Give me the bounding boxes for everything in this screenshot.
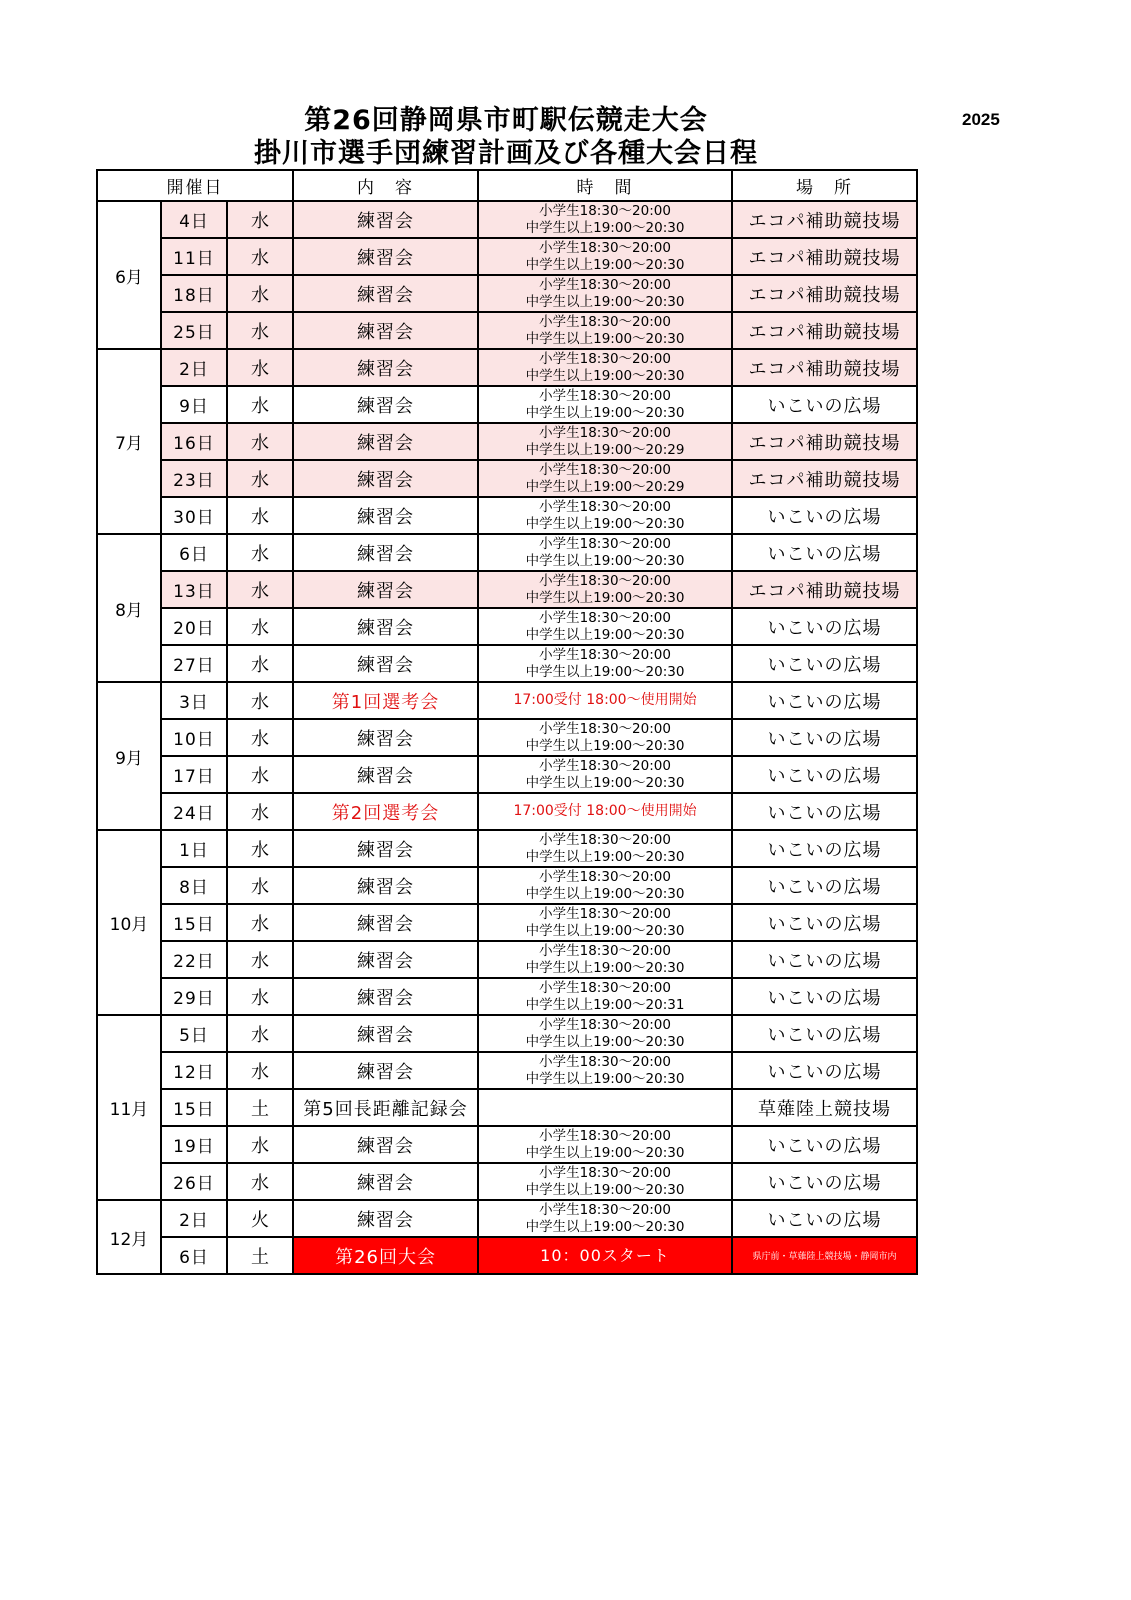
content-cell: 練習会 [293, 312, 478, 349]
weekday-cell: 土 [227, 1237, 293, 1274]
weekday-cell: 水 [227, 978, 293, 1015]
time-cell [478, 904, 732, 941]
content-cell: 練習会 [293, 978, 478, 1015]
time-middle-and-up: 中学生以上19:00～20:30 [525, 774, 685, 791]
header-time: 時 間 [478, 170, 732, 201]
weekday-cell: 水 [227, 386, 293, 423]
table-row [97, 682, 917, 719]
day-cell: 13日 [161, 571, 227, 608]
weekday-cell: 水 [227, 867, 293, 904]
time-middle-and-up: 中学生以上19:00～20:30 [525, 1144, 685, 1161]
time-elementary: 小学生18:30～20:00 [539, 424, 671, 441]
time-elementary: 小学生18:30～20:00 [539, 387, 671, 404]
weekday-cell: 水 [227, 1015, 293, 1052]
day-cell: 6日 [161, 534, 227, 571]
day-cell: 9日 [161, 386, 227, 423]
content-cell: 第2回選考会 [293, 793, 478, 830]
table-row [97, 941, 917, 978]
place-cell: エコパ補助競技場 [732, 423, 917, 460]
weekday-cell: 水 [227, 608, 293, 645]
content-cell: 練習会 [293, 275, 478, 312]
time-middle-and-up: 中学生以上19:00～20:30 [525, 367, 685, 384]
weekday-cell: 水 [227, 904, 293, 941]
place-cell: エコパ補助競技場 [732, 201, 917, 238]
time-cell [478, 682, 732, 719]
content-cell: 練習会 [293, 1015, 478, 1052]
time-middle-and-up: 中学生以上19:00～20:30 [525, 959, 685, 976]
time-cell [478, 1237, 732, 1274]
weekday-cell: 水 [227, 534, 293, 571]
time-elementary: 小学生18:30～20:00 [539, 1053, 671, 1070]
place-cell: いこいの広場 [732, 1163, 917, 1200]
table-row [97, 1237, 917, 1274]
content-cell: 練習会 [293, 1200, 478, 1237]
time-cell [478, 497, 732, 534]
time-middle-and-up: 中学生以上19:00～20:30 [525, 848, 685, 865]
day-cell: 4日 [161, 201, 227, 238]
month-cell: 6月 [97, 201, 161, 349]
content-cell: 練習会 [293, 460, 478, 497]
time-elementary: 小学生18:30～20:00 [539, 239, 671, 256]
table-row [97, 312, 917, 349]
weekday-cell: 水 [227, 201, 293, 238]
place-cell: いこいの広場 [732, 386, 917, 423]
time-cell [478, 1052, 732, 1089]
time-elementary: 小学生18:30～20:00 [539, 868, 671, 885]
weekday-cell: 水 [227, 571, 293, 608]
time-cell [478, 1015, 732, 1052]
place-cell: いこいの広場 [732, 978, 917, 1015]
content-cell: 練習会 [293, 830, 478, 867]
content-cell: 練習会 [293, 1052, 478, 1089]
content-cell: 練習会 [293, 497, 478, 534]
weekday-cell: 水 [227, 941, 293, 978]
day-cell: 18日 [161, 275, 227, 312]
time-middle-and-up: 中学生以上19:00～20:30 [525, 219, 685, 236]
time-cell [478, 1163, 732, 1200]
table-row [97, 793, 917, 830]
time-elementary: 小学生18:30～20:00 [539, 276, 671, 293]
time-cell [478, 201, 732, 238]
place-cell: いこいの広場 [732, 830, 917, 867]
time-middle-and-up: 中学生以上19:00～20:29 [525, 478, 685, 495]
table-row [97, 608, 917, 645]
time-cell [478, 719, 732, 756]
place-cell: いこいの広場 [732, 941, 917, 978]
place-cell: いこいの広場 [732, 719, 917, 756]
weekday-cell: 水 [227, 719, 293, 756]
content-cell: 練習会 [293, 756, 478, 793]
table-row [97, 386, 917, 423]
day-cell: 8日 [161, 867, 227, 904]
table-row [97, 460, 917, 497]
weekday-cell: 水 [227, 793, 293, 830]
table-row [97, 497, 917, 534]
time-middle-and-up: 中学生以上19:00～20:30 [525, 922, 685, 939]
table-row [97, 534, 917, 571]
time-elementary: 小学生18:30～20:00 [539, 1164, 671, 1181]
table-row [97, 904, 917, 941]
weekday-cell: 水 [227, 1052, 293, 1089]
day-cell: 16日 [161, 423, 227, 460]
time-middle-and-up: 中学生以上19:00～20:30 [525, 404, 685, 421]
time-cell [478, 793, 732, 830]
table-row [97, 201, 917, 238]
time-middle-and-up: 中学生以上19:00～20:30 [525, 1033, 685, 1050]
header-content: 内 容 [293, 170, 478, 201]
time-note: 17:00受付 18:00～使用開始 [513, 692, 697, 708]
day-cell: 12日 [161, 1052, 227, 1089]
weekday-cell: 水 [227, 312, 293, 349]
time-middle-and-up: 中学生以上19:00～20:30 [525, 626, 685, 643]
place-cell: いこいの広場 [732, 756, 917, 793]
weekday-cell: 火 [227, 1200, 293, 1237]
time-middle-and-up: 中学生以上19:00～20:30 [525, 1070, 685, 1087]
weekday-cell: 水 [227, 423, 293, 460]
place-cell: 県庁前・草薙陸上競技場・静岡市内 [732, 1237, 917, 1274]
table-row [97, 238, 917, 275]
place-cell: いこいの広場 [732, 867, 917, 904]
header-place: 場 所 [732, 170, 917, 201]
time-cell [478, 867, 732, 904]
time-cell [478, 571, 732, 608]
title-line-1: 第26回静岡県市町駅伝競走大会 [304, 105, 708, 136]
weekday-cell: 水 [227, 349, 293, 386]
table-row [97, 1200, 917, 1237]
month-cell: 12月 [97, 1200, 161, 1274]
day-cell: 2日 [161, 1200, 227, 1237]
day-cell: 2日 [161, 349, 227, 386]
table-row [97, 756, 917, 793]
table-row [97, 1126, 917, 1163]
time-middle-and-up: 中学生以上19:00～20:30 [525, 515, 685, 532]
place-cell: いこいの広場 [732, 793, 917, 830]
time-elementary: 小学生18:30～20:00 [539, 461, 671, 478]
time-cell [478, 460, 732, 497]
table-row [97, 275, 917, 312]
time-middle-and-up: 中学生以上19:00～20:30 [525, 1181, 685, 1198]
time-elementary: 小学生18:30～20:00 [539, 1127, 671, 1144]
place-cell: いこいの広場 [732, 645, 917, 682]
month-cell: 7月 [97, 349, 161, 534]
time-middle-and-up: 中学生以上19:00～20:30 [525, 737, 685, 754]
time-elementary: 小学生18:30～20:00 [539, 905, 671, 922]
weekday-cell: 土 [227, 1089, 293, 1126]
content-cell: 練習会 [293, 608, 478, 645]
day-cell: 30日 [161, 497, 227, 534]
content-cell: 練習会 [293, 534, 478, 571]
day-cell: 25日 [161, 312, 227, 349]
place-cell: いこいの広場 [732, 1126, 917, 1163]
day-cell: 20日 [161, 608, 227, 645]
place-cell: エコパ補助競技場 [732, 238, 917, 275]
month-cell: 8月 [97, 534, 161, 682]
time-note: 10：00スタート [540, 1246, 670, 1265]
time-elementary: 小学生18:30～20:00 [539, 313, 671, 330]
place-cell: エコパ補助競技場 [732, 571, 917, 608]
content-cell: 練習会 [293, 719, 478, 756]
time-cell [478, 275, 732, 312]
content-cell: 練習会 [293, 349, 478, 386]
content-cell: 練習会 [293, 201, 478, 238]
content-cell: 第26回大会 [293, 1237, 478, 1274]
place-cell: いこいの広場 [732, 1200, 917, 1237]
title-block [96, 104, 916, 170]
time-middle-and-up: 中学生以上19:00～20:31 [525, 996, 685, 1013]
time-elementary: 小学生18:30～20:00 [539, 1016, 671, 1033]
time-elementary: 小学生18:30～20:00 [539, 1201, 671, 1218]
time-cell [478, 386, 732, 423]
day-cell: 1日 [161, 830, 227, 867]
place-cell: いこいの広場 [732, 904, 917, 941]
day-cell: 15日 [161, 904, 227, 941]
time-middle-and-up: 中学生以上19:00～20:30 [525, 1218, 685, 1235]
content-cell: 練習会 [293, 423, 478, 460]
time-cell [478, 1089, 732, 1126]
time-elementary: 小学生18:30～20:00 [539, 942, 671, 959]
day-cell: 11日 [161, 238, 227, 275]
content-cell: 練習会 [293, 238, 478, 275]
time-elementary: 小学生18:30～20:00 [539, 202, 671, 219]
day-cell: 17日 [161, 756, 227, 793]
place-cell: エコパ補助競技場 [732, 460, 917, 497]
time-cell [478, 830, 732, 867]
content-cell: 練習会 [293, 645, 478, 682]
content-cell: 練習会 [293, 386, 478, 423]
time-cell [478, 1200, 732, 1237]
time-cell [478, 1126, 732, 1163]
content-cell: 練習会 [293, 1163, 478, 1200]
content-cell: 第5回長距離記録会 [293, 1089, 478, 1126]
time-cell [478, 978, 732, 1015]
weekday-cell: 水 [227, 645, 293, 682]
time-middle-and-up: 中学生以上19:00～20:30 [525, 663, 685, 680]
time-cell [478, 608, 732, 645]
time-elementary: 小学生18:30～20:00 [539, 757, 671, 774]
table-row [97, 1089, 917, 1126]
content-cell: 練習会 [293, 867, 478, 904]
weekday-cell: 水 [227, 497, 293, 534]
time-cell [478, 423, 732, 460]
time-cell [478, 349, 732, 386]
time-elementary: 小学生18:30～20:00 [539, 572, 671, 589]
day-cell: 27日 [161, 645, 227, 682]
table-row [97, 719, 917, 756]
content-cell: 第1回選考会 [293, 682, 478, 719]
time-cell [478, 238, 732, 275]
time-cell [478, 756, 732, 793]
table-row [97, 423, 917, 460]
table-row [97, 867, 917, 904]
day-cell: 24日 [161, 793, 227, 830]
place-cell: エコパ補助競技場 [732, 275, 917, 312]
weekday-cell: 水 [227, 830, 293, 867]
header-row [97, 170, 917, 201]
time-elementary: 小学生18:30～20:00 [539, 831, 671, 848]
table-row [97, 349, 917, 386]
time-middle-and-up: 中学生以上19:00～20:30 [525, 589, 685, 606]
header-date: 開催日 [97, 170, 293, 201]
table-row [97, 1015, 917, 1052]
weekday-cell: 水 [227, 460, 293, 497]
time-middle-and-up: 中学生以上19:00～20:29 [525, 441, 685, 458]
schedule-body [97, 201, 917, 1274]
place-cell: エコパ補助競技場 [732, 312, 917, 349]
schedule-table [96, 169, 918, 1275]
content-cell: 練習会 [293, 941, 478, 978]
time-middle-and-up: 中学生以上19:00～20:30 [525, 330, 685, 347]
table-row [97, 1052, 917, 1089]
place-cell: いこいの広場 [732, 1052, 917, 1089]
table-row [97, 645, 917, 682]
weekday-cell: 水 [227, 1163, 293, 1200]
time-middle-and-up: 中学生以上19:00～20:30 [525, 293, 685, 310]
title-line-2: 掛川市選手団練習計画及び各種大会日程 [254, 138, 758, 169]
place-cell: いこいの広場 [732, 497, 917, 534]
day-cell: 22日 [161, 941, 227, 978]
time-middle-and-up: 中学生以上19:00～20:30 [525, 552, 685, 569]
day-cell: 3日 [161, 682, 227, 719]
time-elementary: 小学生18:30～20:00 [539, 646, 671, 663]
weekday-cell: 水 [227, 1126, 293, 1163]
place-cell: いこいの広場 [732, 1015, 917, 1052]
time-cell [478, 941, 732, 978]
day-cell: 5日 [161, 1015, 227, 1052]
time-middle-and-up: 中学生以上19:00～20:30 [525, 885, 685, 902]
day-cell: 23日 [161, 460, 227, 497]
day-cell: 6日 [161, 1237, 227, 1274]
table-row [97, 830, 917, 867]
time-elementary: 小学生18:30～20:00 [539, 498, 671, 515]
time-elementary: 小学生18:30～20:00 [539, 720, 671, 737]
place-cell: エコパ補助競技場 [732, 349, 917, 386]
day-cell: 15日 [161, 1089, 227, 1126]
day-cell: 29日 [161, 978, 227, 1015]
time-cell [478, 645, 732, 682]
time-elementary: 小学生18:30～20:00 [539, 350, 671, 367]
time-elementary: 小学生18:30～20:00 [539, 979, 671, 996]
time-elementary: 小学生18:30～20:00 [539, 535, 671, 552]
table-row [97, 1163, 917, 1200]
content-cell: 練習会 [293, 1126, 478, 1163]
time-cell [478, 312, 732, 349]
month-cell: 11月 [97, 1015, 161, 1200]
content-cell: 練習会 [293, 571, 478, 608]
time-cell [478, 534, 732, 571]
weekday-cell: 水 [227, 275, 293, 312]
table-row [97, 978, 917, 1015]
day-cell: 10日 [161, 719, 227, 756]
weekday-cell: 水 [227, 756, 293, 793]
content-cell: 練習会 [293, 904, 478, 941]
table-row [97, 571, 917, 608]
month-cell: 10月 [97, 830, 161, 1015]
weekday-cell: 水 [227, 682, 293, 719]
day-cell: 19日 [161, 1126, 227, 1163]
month-cell: 9月 [97, 682, 161, 830]
place-cell: いこいの広場 [732, 534, 917, 571]
time-note: 17:00受付 18:00～使用開始 [513, 803, 697, 819]
time-middle-and-up: 中学生以上19:00～20:30 [525, 256, 685, 273]
time-elementary: 小学生18:30～20:00 [539, 609, 671, 626]
day-cell: 26日 [161, 1163, 227, 1200]
place-cell: 草薙陸上競技場 [732, 1089, 917, 1126]
year-label: 2025 [962, 110, 1000, 129]
place-cell: いこいの広場 [732, 682, 917, 719]
weekday-cell: 水 [227, 238, 293, 275]
place-cell: いこいの広場 [732, 608, 917, 645]
